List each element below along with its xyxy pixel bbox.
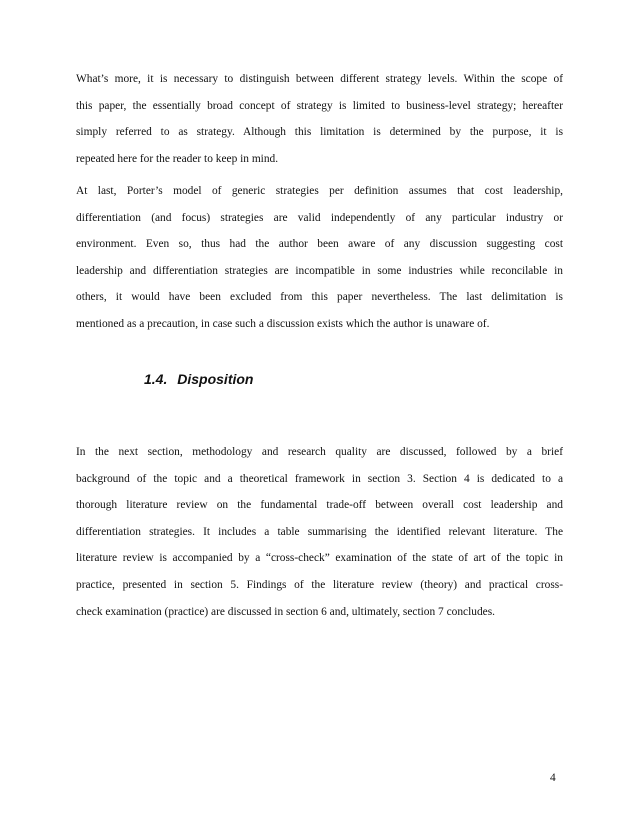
text-line: this paper, the essentially broad concept of strategy is limited to business-level strategy; hereafter (76, 99, 563, 112)
text-line: What’s more, it is necessary to distinguish between different strategy levels. Within the scope of (76, 73, 563, 85)
text-line: practice, presented in section 5. Findings of the literature review (theory) and practical cross- (76, 578, 563, 591)
text-line: check examination (practice) are discussed in section 6 and, ultimately, section 7 concludes. (76, 605, 495, 618)
text-line: environment. Even so, thus had the author been aware of any discussion suggesting cost (76, 238, 563, 251)
text-line: background of the topic and a theoretical framework in section 3. Section 4 is dedicated to a (76, 472, 563, 485)
paragraph-porter-model (76, 178, 563, 338)
text-line: repeated here for the reader to keep in mind. (76, 152, 279, 165)
paragraph-strategy-levels (76, 66, 563, 172)
text-line: simply referred to as strategy. Although this limitation is determined by the purpose, it is (76, 126, 563, 139)
section-title: Disposition (177, 371, 254, 387)
section-heading (144, 369, 253, 389)
text-line: In the next section, methodology and research quality are discussed, followed by a brief (76, 446, 563, 458)
section-number: 1.4. (144, 371, 168, 387)
text-line: mentioned as a precaution, in case such a discussion exists which the author is unaware of. (76, 317, 490, 330)
text-line: differentiation (and focus) strategies are valid independently of any particular industry or (76, 211, 563, 224)
paragraph-disposition (76, 439, 563, 625)
text-line: literature review is accompanied by a “cross-check” examination of the state of art of the topic in (76, 552, 563, 565)
text-line: differentiation strategies. It includes a table summarising the identified relevant literature. The (76, 525, 563, 538)
page-number: 4 (550, 772, 556, 784)
text-line: At last, Porter’s model of generic strategies per definition assumes that cost leadership, (76, 185, 563, 197)
text-line: thorough literature review on the fundamental trade-off between overall cost leadership and (76, 499, 563, 512)
text-line: others, it would have been excluded from this paper nevertheless. The last delimitation is (76, 291, 563, 304)
text-line: leadership and differentiation strategies are incompatible in some industries while reconcilable in (76, 264, 563, 277)
